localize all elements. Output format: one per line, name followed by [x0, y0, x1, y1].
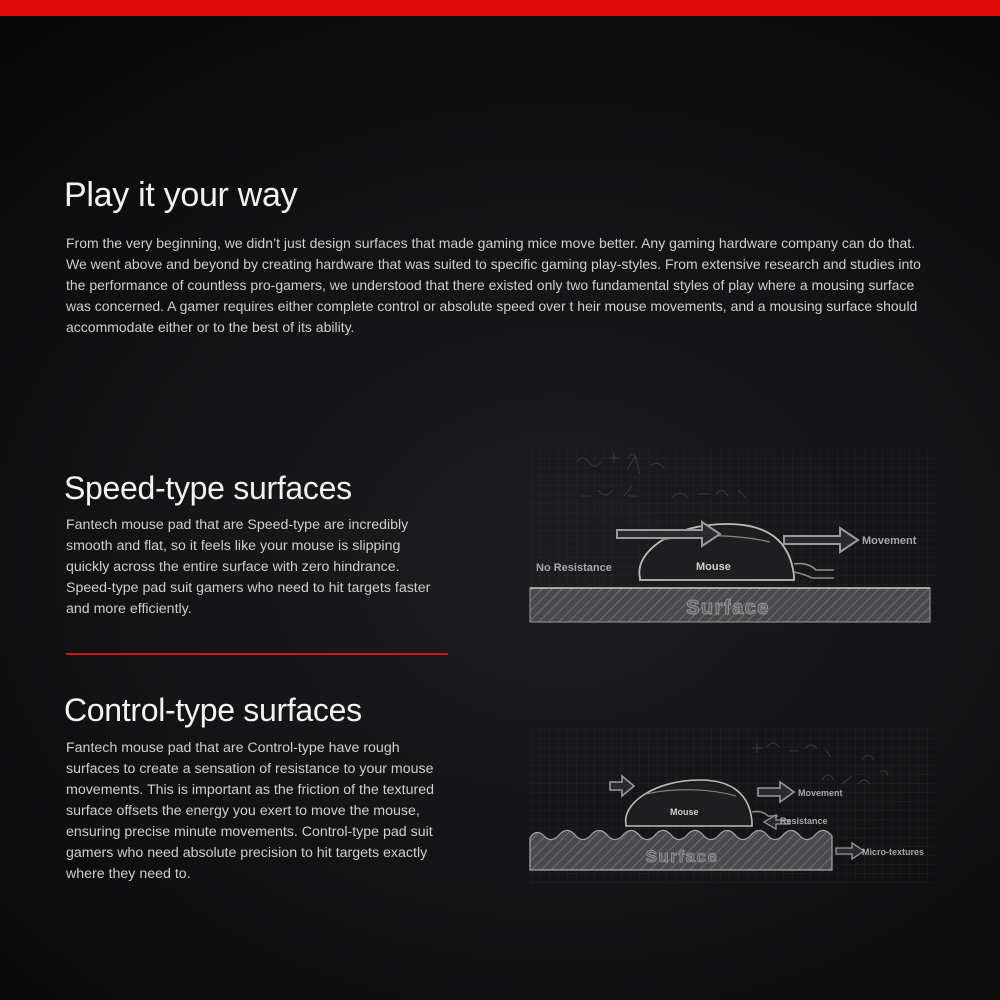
mouse-label: Mouse: [670, 807, 699, 817]
surface-label: Surface: [645, 847, 719, 866]
top-accent-bar: [0, 0, 1000, 16]
surface-label: Surface: [686, 597, 770, 619]
micro-textures-label: Micro-textures: [862, 847, 925, 857]
movement-label: Movement: [798, 788, 843, 798]
control-surface-diagram: [522, 720, 942, 890]
control-diagram-svg: [522, 720, 942, 890]
speed-surface-diagram: [522, 440, 942, 640]
control-paragraph: Fantech mouse pad that are Control-type have rough surfaces to create a sensation of resistance to your mouse movements. This is important as the friction of the textured surface offsets the energy you exert to move the mouse, ensuring precise minute movements. Control-type pad suit gamers who need absolute precision to hit targets exactly where they need to.: [66, 740, 434, 882]
section-title-speed: Speed-type surfaces: [64, 470, 352, 506]
section-title-control: Control-type surfaces: [64, 692, 362, 728]
resistance-label: Resistance: [780, 816, 828, 826]
movement-label: Movement: [862, 535, 917, 547]
speed-diagram-svg: [522, 440, 942, 640]
section-title-play: Play it your way: [64, 176, 298, 214]
no-resistance-label: No Resistance: [536, 562, 612, 574]
mouse-label: Mouse: [696, 561, 731, 573]
speed-paragraph: Fantech mouse pad that are Speed-type are incredibly smooth and flat, so it feels like your mouse is slipping quickly across the entire surface with zero hindrance. Speed-type pad suit gamers who need to hit targets faster and more efficiently.: [66, 517, 431, 617]
section-divider: [66, 653, 448, 655]
intro-paragraph: From the very beginning, we didn’t just design surfaces that made gaming mice move better. Any gaming hardware company can do that. We went above and beyond by creating hardware that was suited to specific gaming play-styles. From extensive research and studies into the performance of countless pro-gamers, we understood that there existed only two fundamental styles of play where a mousing surface was concerned. A gamer requires either complete control or absolute speed over t heir mouse movements, and a mousing surface should accommodate either or to the best of its ability.: [66, 235, 921, 335]
